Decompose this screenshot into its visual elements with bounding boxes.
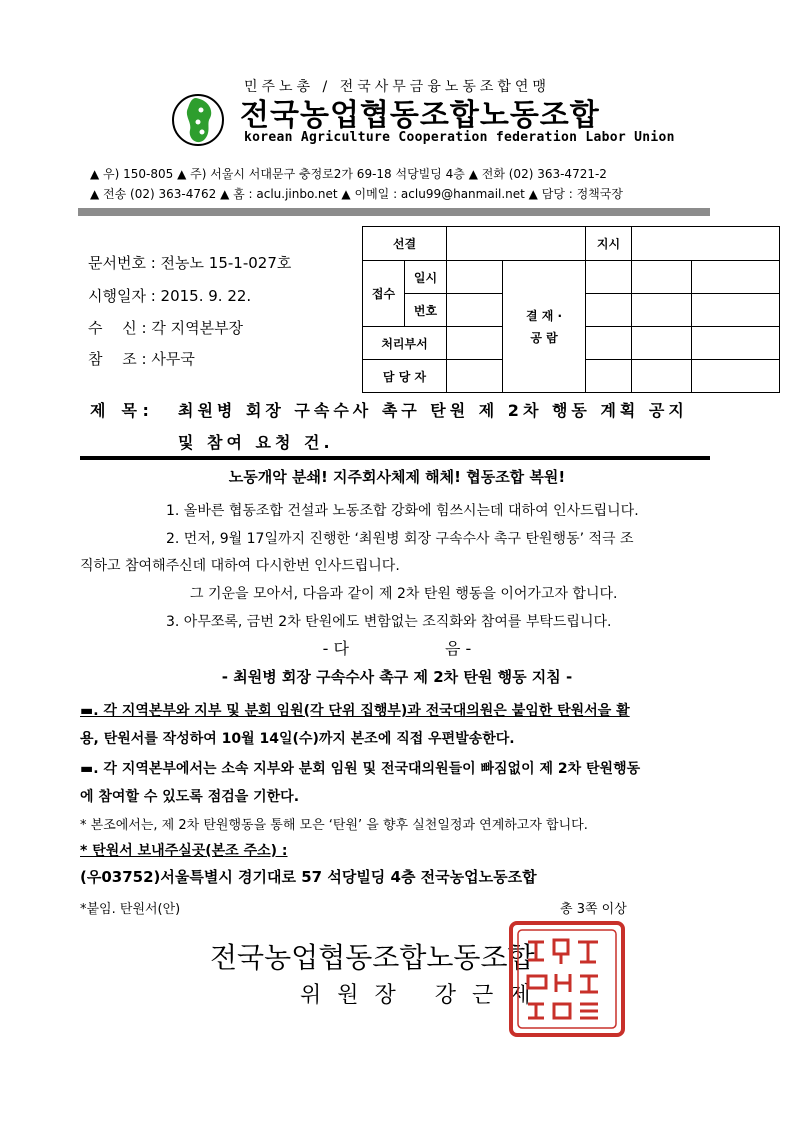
approval-sign-cell-1 bbox=[586, 261, 632, 294]
bullet-2b: 에 참여할 수 있도록 점검을 기한다. bbox=[80, 789, 300, 805]
paragraph-1: 1. 올바른 협동조합 건설과 노동조합 강화에 힘쓰시는데 대하여 인사드립니다. bbox=[166, 503, 639, 519]
union-logo-icon bbox=[168, 92, 228, 148]
approval-table bbox=[362, 226, 780, 393]
reference: 참 조 : 사무국 bbox=[88, 350, 195, 368]
approval-dept-label: 처리부서 bbox=[363, 327, 447, 360]
approval-seongyeol-label: 선결 bbox=[363, 227, 447, 261]
approval-owner-label: 담 당 자 bbox=[363, 360, 447, 393]
federation-line: 민주노총 / 전국사무금융노동조합연맹 bbox=[243, 79, 550, 95]
approval-beonho-label: 번호 bbox=[405, 294, 447, 327]
paragraph-3: 3. 아무쪼록, 금번 2차 탄원에도 변함없는 조직화와 참여를 부탁드립니다. bbox=[166, 614, 612, 630]
approval-sign-cell-11 bbox=[632, 360, 692, 393]
approval-sign-cell-10 bbox=[586, 360, 632, 393]
subject-line-2: 및 참여 요청 건. bbox=[178, 433, 334, 452]
approval-beonho-cell bbox=[447, 294, 503, 327]
doc-number: 문서번호 : 전농노 15-1-027호 bbox=[88, 254, 292, 272]
approval-sign-cell-8 bbox=[632, 327, 692, 360]
recipient: 수 신 : 각 지역본부장 bbox=[88, 319, 244, 337]
approval-sign-cell-5 bbox=[632, 294, 692, 327]
signer-org: 전국농업협동조합노동조합 bbox=[210, 941, 535, 974]
approval-jeopsu-label: 접수 bbox=[363, 261, 405, 327]
address-label: * 탄원서 보내주실곳(본조 주소) : bbox=[80, 843, 288, 859]
subject-rule bbox=[80, 456, 710, 460]
subject-line-1: 최원병 회장 구속수사 촉구 탄원 제 2차 행동 계획 공지 bbox=[178, 401, 688, 420]
approval-ilsi-label: 일시 bbox=[405, 261, 447, 294]
contact-line-2: ▲ 전송 (02) 363-4762 ▲ 홈 : aclu.jinbo.net ▲ 이메일 : aclu99@hanmail.net ▲ 담당 : 정책국장 bbox=[90, 187, 623, 201]
approval-gyeoljae-label: 결 재 · 공 람 bbox=[503, 261, 586, 393]
note-line: * 본조에서는, 제 2차 탄원행동을 통해 모은 ‘탄원’ 을 향후 실천일정과 연계하고자 합니다. bbox=[80, 818, 588, 833]
bullet-2a: ▬. 각 지역본부에서는 소속 지부와 분회 임원 및 전국대의원들이 빠짐없이 제 2차 탄원행동 bbox=[80, 761, 641, 777]
bullet-1a: ▬. 각 지역본부와 지부 및 분회 임원(각 단위 집행부)과 전국대의원은 붙임한 탄원서을 활 bbox=[80, 703, 630, 719]
contact-line-1: ▲ 우) 150-805 ▲ 주) 서울시 서대문구 충정로2가 69-18 석당빌딩 4층 ▲ 전화 (02) 363-4721-2 bbox=[90, 167, 607, 181]
approval-sign-cell-6 bbox=[692, 294, 780, 327]
bullet-1b: 용, 탄원서를 작성하여 10월 14일(수)까지 본조에 직접 우편발송한다. bbox=[80, 731, 515, 747]
approval-ilsi-cell bbox=[447, 261, 503, 294]
approval-jisi-label: 지시 bbox=[586, 227, 632, 261]
subject-label: 제 목 : bbox=[90, 401, 149, 420]
union-title: 전국농업협동조합노동조합 bbox=[240, 98, 600, 133]
approval-seongyeol-cell bbox=[447, 227, 586, 261]
guide-title: - 최원병 회장 구속수사 촉구 제 2차 탄원 행동 지침 - bbox=[221, 668, 573, 686]
approval-sign-cell-4 bbox=[586, 294, 632, 327]
approval-sign-cell-7 bbox=[586, 327, 632, 360]
approval-sign-cell-2 bbox=[632, 261, 692, 294]
slogan: 노동개악 분쇄! 지주회사체제 해체! 협동조합 복원! bbox=[228, 468, 566, 486]
signer-chair: 위원장 강근제 bbox=[300, 983, 547, 1008]
paragraph-2c: 그 기운을 모아서, 다음과 같이 제 2차 탄원 행동을 이어가고자 합니다. bbox=[190, 586, 618, 602]
approval-dept-cell bbox=[447, 327, 503, 360]
approval-owner-cell bbox=[447, 360, 503, 393]
approval-sign-cell-9 bbox=[692, 327, 780, 360]
page-count: 총 3쪽 이상 bbox=[560, 902, 627, 917]
attachment-line: *붙임. 탄원서(안) bbox=[80, 902, 181, 917]
issue-date: 시행일자 : 2015. 9. 22. bbox=[88, 287, 252, 305]
header-rule bbox=[78, 208, 710, 216]
address-line: (우03752)서울특별시 경기대로 57 석당빌딩 4층 전국농업노동조합 bbox=[80, 868, 537, 886]
approval-sign-cell-12 bbox=[692, 360, 780, 393]
official-seal-icon bbox=[508, 920, 626, 1038]
paragraph-2b: 직하고 참여해주신데 대하여 다시한번 인사드립니다. bbox=[80, 558, 400, 574]
union-title-en: korean Agriculture Cooperation federation Labor Union bbox=[244, 130, 675, 145]
paragraph-2a: 2. 먼저, 9월 17일까지 진행한 ‘최원병 회장 구속수사 촉구 탄원행동’ 적극 조 bbox=[166, 531, 634, 547]
da-eum-heading: - 다 음 - bbox=[322, 639, 472, 658]
approval-jisi-cell bbox=[632, 227, 780, 261]
approval-sign-cell-3 bbox=[692, 261, 780, 294]
